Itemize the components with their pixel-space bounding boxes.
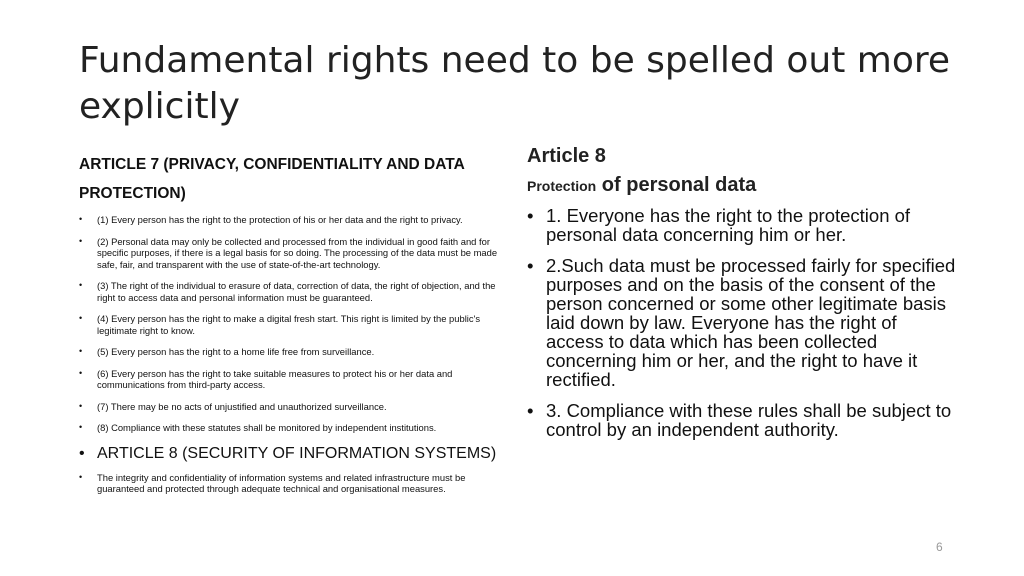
article8-subheading: Protection of personal data xyxy=(527,174,757,196)
article8-list xyxy=(527,206,957,439)
bullet-icon: • xyxy=(79,280,83,290)
bullet-icon: • xyxy=(527,205,534,226)
list-item: • 3. Compliance with these rules shall be subject to control by an independent authority. xyxy=(527,400,952,440)
bullet-icon: • xyxy=(79,313,83,323)
bullet-icon: • xyxy=(79,400,83,411)
bullet-icon: • xyxy=(79,235,83,246)
article8-security-heading: • ARTICLE 8 (SECURITY OF INFORMATION SYSTEMS) xyxy=(79,444,497,462)
list-item: • 1. Everyone has the right to the protection of personal data concerning him or her. xyxy=(527,205,911,245)
page-number: 6 xyxy=(936,540,943,554)
bullet-icon: • xyxy=(79,471,83,482)
list-item: • (8) Compliance with these statutes shall be monitored by independent institutions. xyxy=(79,422,437,433)
list-item: • (6) Every person has the right to take suitable measures to protect his or her data and communications from third-party access. xyxy=(79,367,453,390)
list-item: • (7) There may be no acts of unjustified and unauthorized surveillance. xyxy=(79,400,387,412)
article7-list xyxy=(79,214,509,434)
bullet-icon: • xyxy=(79,346,83,356)
list-item: • (5) Every person has the right to a home life free from surveillance. xyxy=(79,346,375,357)
list-item: • (2) Personal data may only be collected and processed from the individual in good faith and for specific purposes, if there is a legal basis for so doing. The processing of the data must be made safe, fair, and transparent with the use of state-of-the-art technology. xyxy=(79,235,498,270)
list-item: • (1) Every person has the right to the protection of his or her data and the right to privacy. xyxy=(79,214,463,225)
article8-security-item: • The integrity and confidentiality of information systems and related infrastructure must be guaranteed and protected through adequate technical and organisational measures. xyxy=(79,471,466,494)
right-column xyxy=(527,142,957,451)
article7-heading: ARTICLE 7 (PRIVACY, CONFIDENTIALITY AND DATA PROTECTION) xyxy=(79,156,465,202)
bullet-icon: • xyxy=(79,444,85,462)
list-item: • (3) The right of the individual to erasure of data, correction of data, the right of objection, and the right to access data and personal information must be guaranteed. xyxy=(79,280,496,303)
bullet-icon: • xyxy=(79,367,83,378)
article8-heading: Article 8 xyxy=(527,145,606,167)
bullet-icon: • xyxy=(527,255,534,276)
bullet-icon: • xyxy=(527,400,534,421)
left-column xyxy=(79,150,509,495)
list-item: • 2.Such data must be processed fairly for specified purposes and on the basis of the consent of the person concerned or some other legitimate basis laid down by law. Everyone has the right of access to data which has been collected concerning him or her, and the right to have it rectified. xyxy=(527,255,956,390)
slide-title: Fundamental rights need to be spelled out more explicitly xyxy=(79,40,951,127)
list-item: • (4) Every person has the right to make a digital fresh start. This right is limited by the public's legitimate right to know. xyxy=(79,313,481,336)
bullet-icon: • xyxy=(79,422,83,432)
bullet-icon: • xyxy=(79,214,83,224)
